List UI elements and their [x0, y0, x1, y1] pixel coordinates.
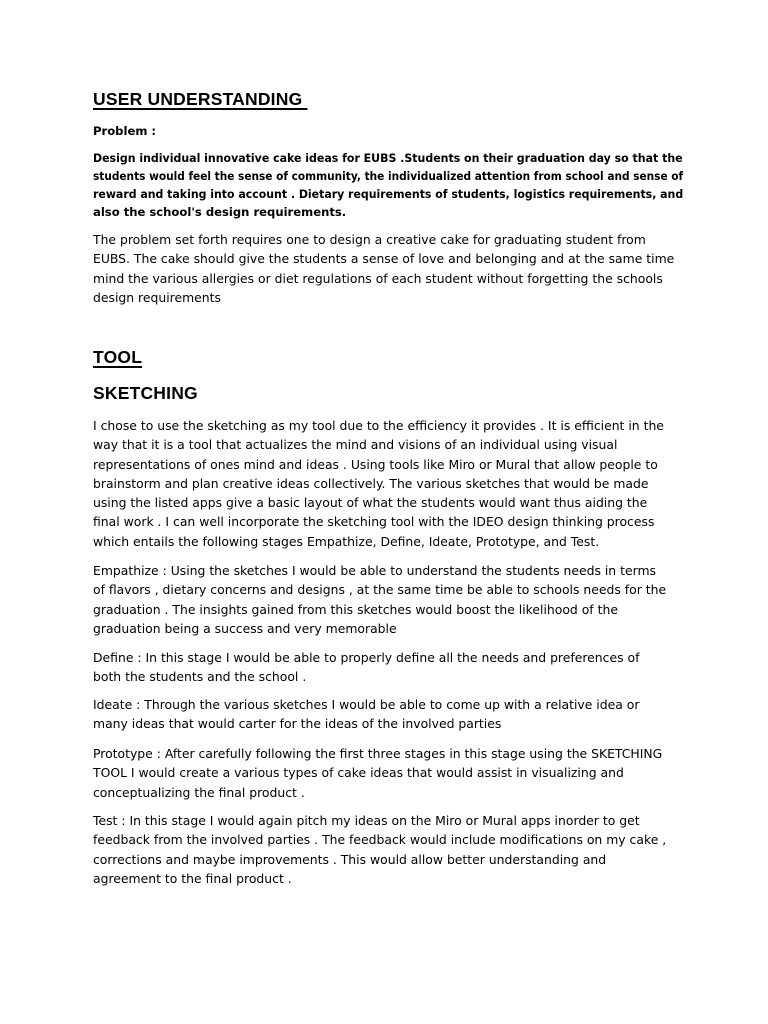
section-title-user-understanding: USER UNDERSTANDING: [93, 89, 308, 109]
stage-define: [93, 648, 683, 687]
prototype-line: conceptualizing the final product .: [93, 784, 305, 800]
prototype-line: TOOL I would create a various types of cake ideas that would assist in visualizing and: [93, 765, 624, 781]
problem-label: Problem :: [93, 124, 157, 138]
define-line: Define : In this stage I would be able to properly define all the needs and preferences of: [93, 650, 640, 665]
sketching-intro: [93, 416, 683, 551]
subsection-title-sketching: SKETCHING: [93, 383, 198, 403]
problem-explanation-line: mind the various allergies or diet regulations of each student without forgetting the schools: [93, 270, 663, 286]
intro-line: using the listed apps give a basic layout of what the students would want thus aiding the: [93, 495, 648, 511]
problem-statement-line: also the school's design requirements.: [93, 205, 347, 219]
test-line: feedback from the involved parties . The feedback would include modifications on my cake ,: [93, 832, 667, 848]
intro-line: which entails the following stages Empathize, Define, Ideate, Prototype, and Test.: [93, 533, 600, 549]
intro-line: final work . I can well incorporate the sketching tool with the IDEO design thinking process: [93, 514, 655, 530]
intro-line: brainstorm and plan creative ideas collectively. The various sketches that would be made: [93, 475, 649, 491]
problem-statement-line: reward and taking into account . Dietary requirements of students, logistics requirements, and: [93, 187, 684, 201]
problem-explanation: [93, 230, 683, 307]
define-line: both the students and the school .: [93, 669, 307, 685]
problem-statement-line: students would feel the sense of community, the individualized attention from school and sense of: [93, 169, 684, 183]
ideate-line: many ideas that would carter for the ideas of the involved parties: [93, 716, 502, 732]
stage-test: [93, 811, 683, 888]
test-line: corrections and maybe improvements . This would allow better understanding and: [93, 851, 607, 867]
problem-statement-line: Design individual innovative cake ideas for EUBS .Students on their graduation day so that the: [93, 151, 683, 165]
stage-empathize: [93, 561, 683, 638]
problem-explanation-line: The problem set forth requires one to design a creative cake for graduating student from: [93, 232, 646, 247]
problem-statement: [93, 149, 683, 221]
ideate-line: Ideate : Through the various sketches I would be able to come up with a relative idea or: [93, 697, 640, 712]
section-title-tool: TOOL: [93, 347, 143, 367]
stage-ideate: [93, 695, 683, 734]
empathize-line: of flavors , dietary concerns and designs , at the same time be able to schools needs for the: [93, 582, 667, 598]
intro-line: way that it is a tool that actualizes the mind and visions of an individual using visual: [93, 437, 618, 453]
empathize-line: graduation being a success and very memorable: [93, 620, 397, 636]
test-line: agreement to the final product .: [93, 870, 292, 886]
intro-line: representations of ones mind and ideas . Using tools like Miro or Mural that allow people to: [93, 456, 658, 472]
problem-explanation-line: EUBS. The cake should give the students a sense of love and belonging and at the same time: [93, 251, 675, 267]
problem-explanation-line: design requirements: [93, 289, 221, 305]
prototype-line: Prototype : After carefully following the first three stages in this stage using the SKETCHING: [93, 746, 663, 761]
stage-prototype: [93, 744, 683, 802]
empathize-line: Empathize : Using the sketches I would be able to understand the students needs in terms: [93, 563, 656, 578]
test-line: Test : In this stage I would again pitch my ideas on the Miro or Mural apps inorder to get: [93, 813, 640, 828]
empathize-line: graduation . The insights gained from this sketches would boost the likelihood of the: [93, 601, 618, 617]
intro-line: I chose to use the sketching as my tool due to the efficiency it provides . It is efficient in the: [93, 418, 664, 433]
